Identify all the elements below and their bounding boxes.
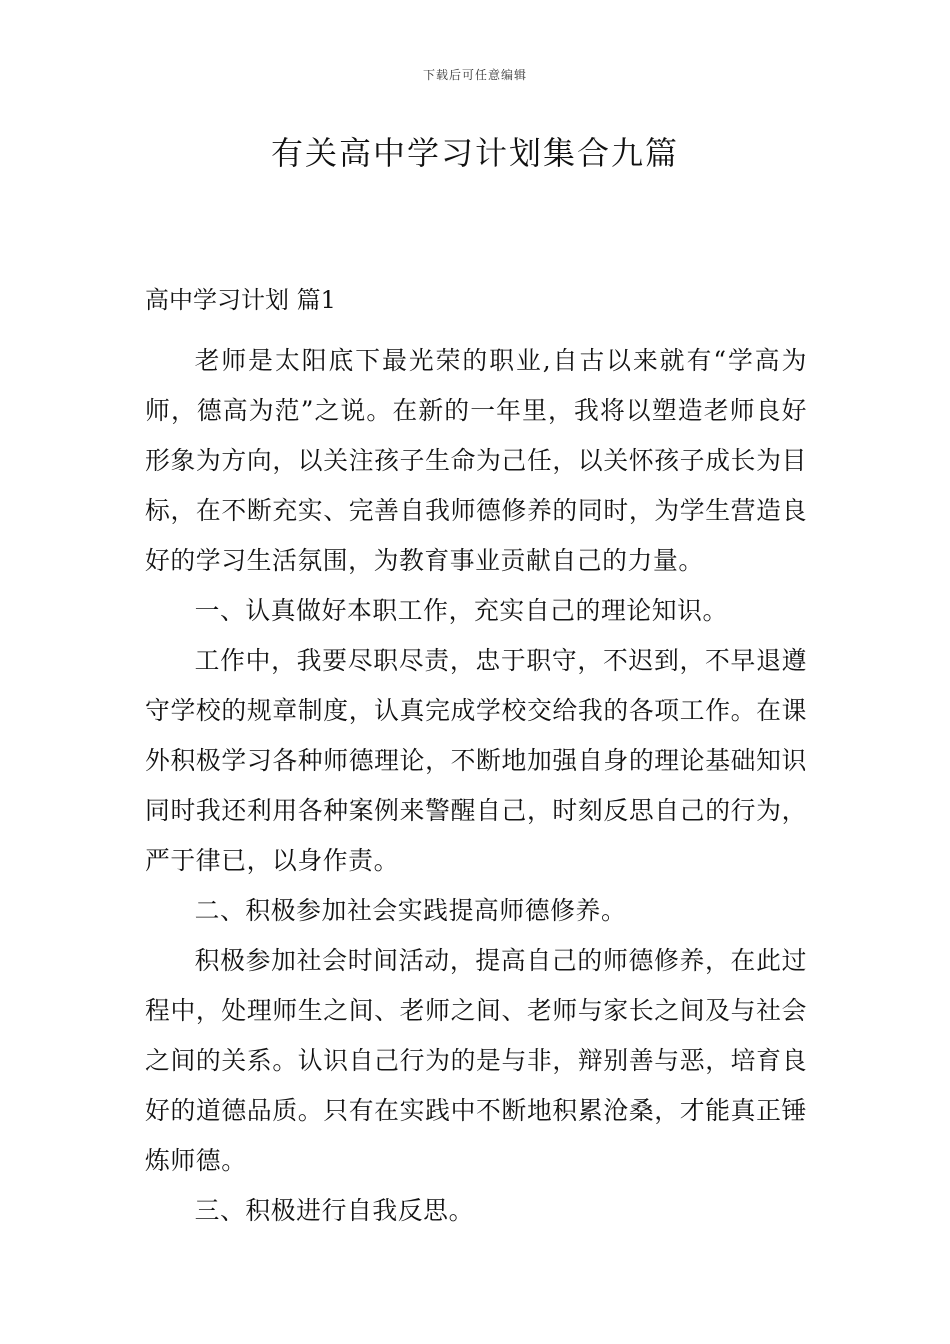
document-body — [145, 284, 807, 1236]
paragraph-intro: 老师是太阳底下最光荣的职业,自古以来就有“学高为师，德高为范”之说。在新的一年里，我将以塑造老师良好形象为方向，以关注孩子生命为己任，以关怀孩子成长为目标，在不断充实、完善自我师德修养的同时，为学生营造良好的学习生活氛围，为教育事业贡献自己的力量。 — [145, 346, 807, 575]
document-title: 有关高中学习计划集合九篇 — [270, 134, 679, 172]
paragraph-point-1-heading: 一、认真做好本职工作，充实自己的理论知识。 — [194, 596, 728, 625]
paragraph-point-1-body: 工作中，我要尽职尽责，忠于职守，不迟到，不早退遵守学校的规章制度，认真完成学校交给我的各项工作。在课外积极学习各种师德理论，不断地加强自身的理论基础知识同时我还利用各种案例来警醒自己，时刻反思自己的行为，严于律已，以身作责。 — [145, 646, 807, 875]
paragraph-point-2-heading: 二、积极参加社会实践提高师德修养。 — [194, 896, 627, 925]
section-heading: 高中学习计划 篇1 — [145, 286, 336, 314]
header-note: 下载后可任意编辑 — [422, 68, 527, 82]
paragraph-point-2-body: 积极参加社会时间活动，提高自己的师德修养，在此过程中，处理师生之间、老师之间、老师与家长之间及与社会之间的关系。认识自己行为的是与非，辩别善与恶，培育良好的道德品质。只有在实践中不断地积累沧桑，才能真正锤炼师德。 — [145, 946, 807, 1175]
paragraph-point-3-heading: 三、积极进行自我反思。 — [194, 1196, 474, 1225]
